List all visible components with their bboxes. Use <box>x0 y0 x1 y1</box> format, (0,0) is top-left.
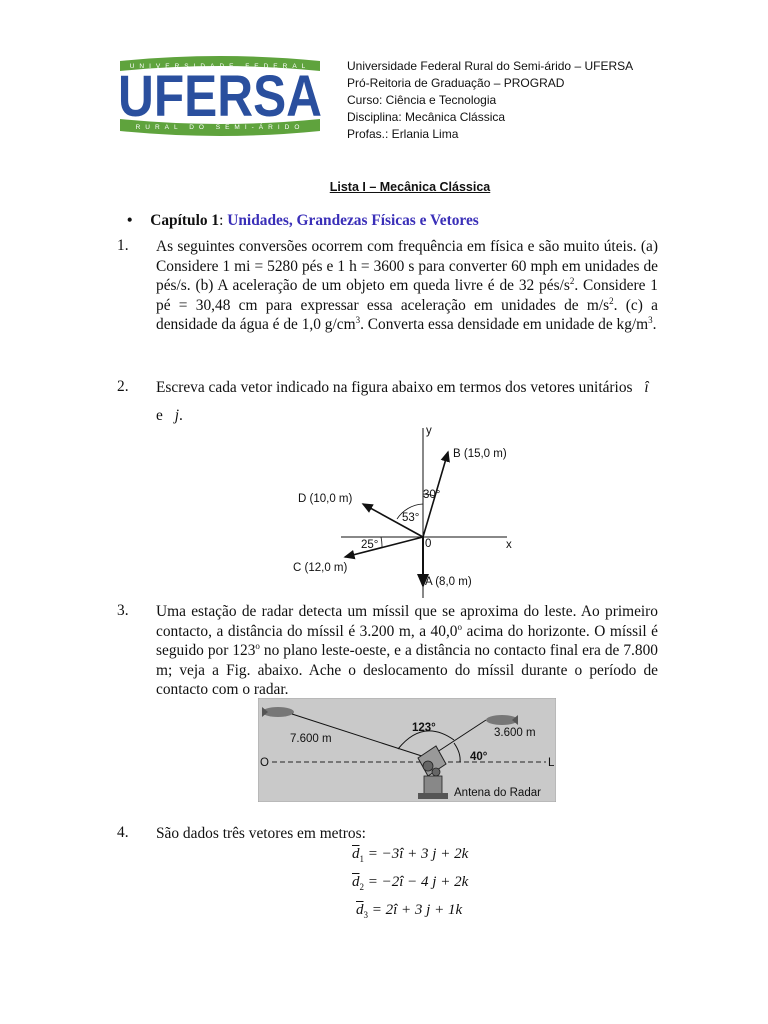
vector-equation-d1: $\overline{d}_1$ = −3î + 3 j + 2k <box>352 846 469 864</box>
q2-text-line2: e j. <box>156 407 183 424</box>
q4-text: São dados três vetores em metros: <box>156 825 366 842</box>
label-east: L <box>548 757 555 769</box>
vector-equation-d3: $\overline{d}_3$ = 2î + 3 j + 1k <box>356 902 463 920</box>
y-axis-label: y <box>426 425 432 437</box>
radar-figure <box>258 698 556 802</box>
chapter-topic: Unidades, Grandezas Físicas e Vetores <box>227 212 479 229</box>
ufersa-logo <box>114 53 326 137</box>
label-initial-distance: 3.600 m <box>494 727 536 739</box>
logo-text: UFERSA <box>118 64 322 129</box>
label-final-distance: 7.600 m <box>290 733 332 745</box>
bullet: • <box>127 212 133 229</box>
label-B: B (15,0 m) <box>453 448 507 460</box>
page-title: Lista I – Mecânica Clássica <box>329 180 491 194</box>
q3-text: Uma estação de radar detecta um míssil que se aproxima do leste. Ao primeiro contacto, a distância do míssil é 3.200 m, a 40,0$^o$ acima do horizonte. O míssil é seguido por 123$^o$ no plano leste-oeste, e a distância no contacto final era de 7.800 m; veja a Fig. abaixo. Ache o deslocamento do míssil durante o período de contacto com o radar. <box>156 603 658 699</box>
q1-text: As seguintes conversões ocorrem com frequência em física e são muito úteis. (a) Considere 1 mi = 5280 pés e 1 h = 3600 s para converter 60 mph em unidades de pés/s. (b) A aceleração de um objeto em queda livre é de 32 pés/$s^2$. Considere 1 pé = 30,48 cm para expressar essa aceleração em unidades de $m/s^2$. (c) a densidade da água é de 1,0 $g/cm^3$. Converta essa densidade em unidade de $kg/m^3$. <box>156 238 658 334</box>
q3-number: 3. <box>117 602 129 619</box>
header-line-discipline: Disciplina: Mecânica Clássica <box>347 110 506 124</box>
q4-number: 4. <box>117 824 129 841</box>
chapter-heading: • Capítulo 1: Unidades, Grandezas Físicas e Vetores <box>127 212 479 229</box>
header-line-course: Curso: Ciência e Tecnologia <box>347 93 497 107</box>
label-west: O <box>260 757 269 769</box>
q1-number: 1. <box>117 237 129 254</box>
vector-C <box>345 537 423 557</box>
label-angle-40: 40° <box>470 751 488 763</box>
header-line-professor: Profas.: Erlania Lima <box>347 127 459 141</box>
label-angle-123: 123° <box>412 722 436 734</box>
chapter-label: Capítulo 1 <box>150 212 220 229</box>
angle-label-C: 25° <box>361 539 379 551</box>
label-D: D (10,0 m) <box>298 493 353 505</box>
unit-vector-i: î <box>644 379 649 396</box>
logo-bottom-arc: RURAL DO SEMI-ÁRIDO <box>135 124 305 131</box>
angle-label-D: 53° <box>402 512 420 524</box>
institution-header <box>347 58 633 143</box>
q2-text: Escreva cada vetor indicado na figura abaixo em termos dos vetores unitários î <box>156 379 649 396</box>
vector-diagram <box>285 424 525 598</box>
q2-number: 2. <box>117 378 129 395</box>
unit-vector-j: j <box>174 407 179 424</box>
logo-top-arc: UNIVERSIDADE FEDERAL <box>129 63 311 70</box>
origin-label: 0 <box>425 538 432 550</box>
header-line-prograd: Pró-Reitoria de Graduação – PROGRAD <box>347 76 565 90</box>
x-axis-label: x <box>506 539 512 551</box>
label-C: C (12,0 m) <box>293 562 348 574</box>
missile-final <box>262 707 294 717</box>
header-line-university: Universidade Federal Rural do Semi-árido – UFERSA <box>347 59 634 73</box>
label-radar-antenna: Antena do Radar <box>454 787 541 799</box>
angle-arc-C <box>381 537 382 547</box>
angle-label-B: 30° <box>423 489 441 501</box>
missile-initial <box>486 715 518 725</box>
label-A: A (8,0 m) <box>425 576 472 588</box>
vector-equation-d2: $\overline{d}_2$ = −2î − 4 j + 2k <box>352 874 469 892</box>
